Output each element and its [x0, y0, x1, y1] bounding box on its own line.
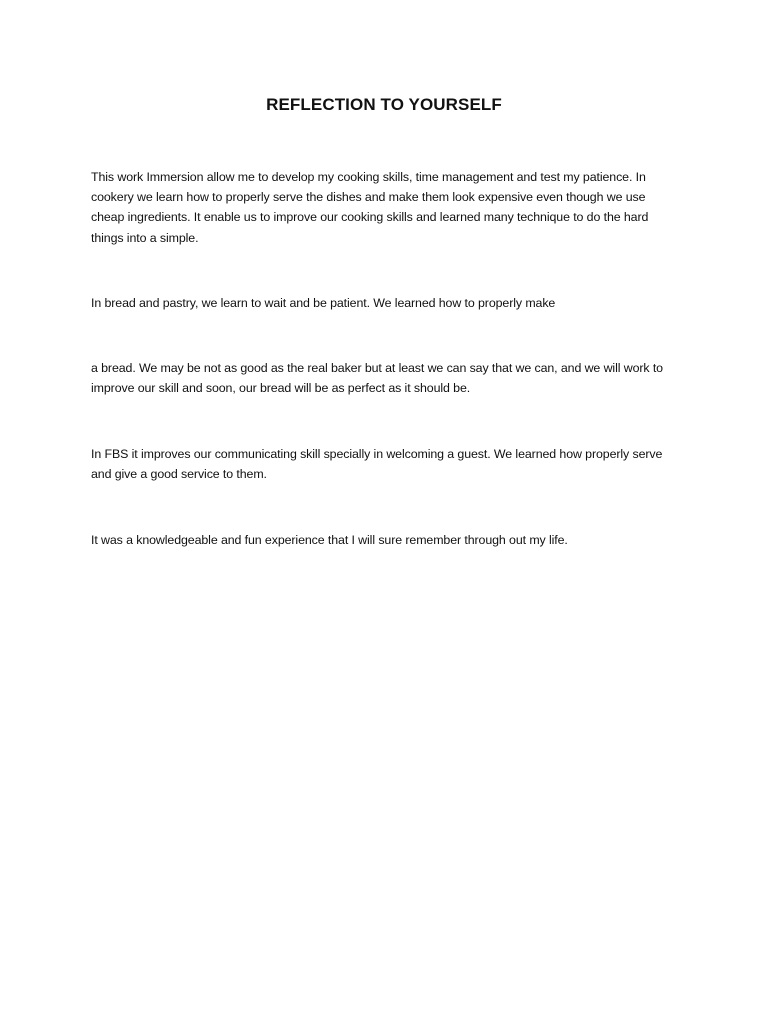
paragraph-bread-continued: a bread. We may be not as good as the real baker but at least we can say that we can, and we will work to improve our skill and soon, our bread will be as perfect as it should be.	[91, 361, 663, 396]
paragraph-conclusion: It was a knowledgeable and fun experience that I will sure remember through out my life.	[91, 533, 568, 547]
paragraph-bread-pastry: In bread and pastry, we learn to wait and be patient. We learned how to properly make	[91, 296, 556, 310]
page-title: REFLECTION TO YOURSELF	[266, 95, 502, 114]
paragraph-fbs: In FBS it improves our communicating skill specially in welcoming a guest. We learned how properly serve and give a good service to them.	[91, 447, 663, 482]
paragraph-cookery: This work Immersion allow me to develop my cooking skills, time management and test my patience. In cookery we learn how to properly serve the dishes and make them look expensive even though we use cheap ingredients. It enable us to improve our cooking skills and learned many technique to do the hard things into a simple.	[91, 170, 649, 245]
